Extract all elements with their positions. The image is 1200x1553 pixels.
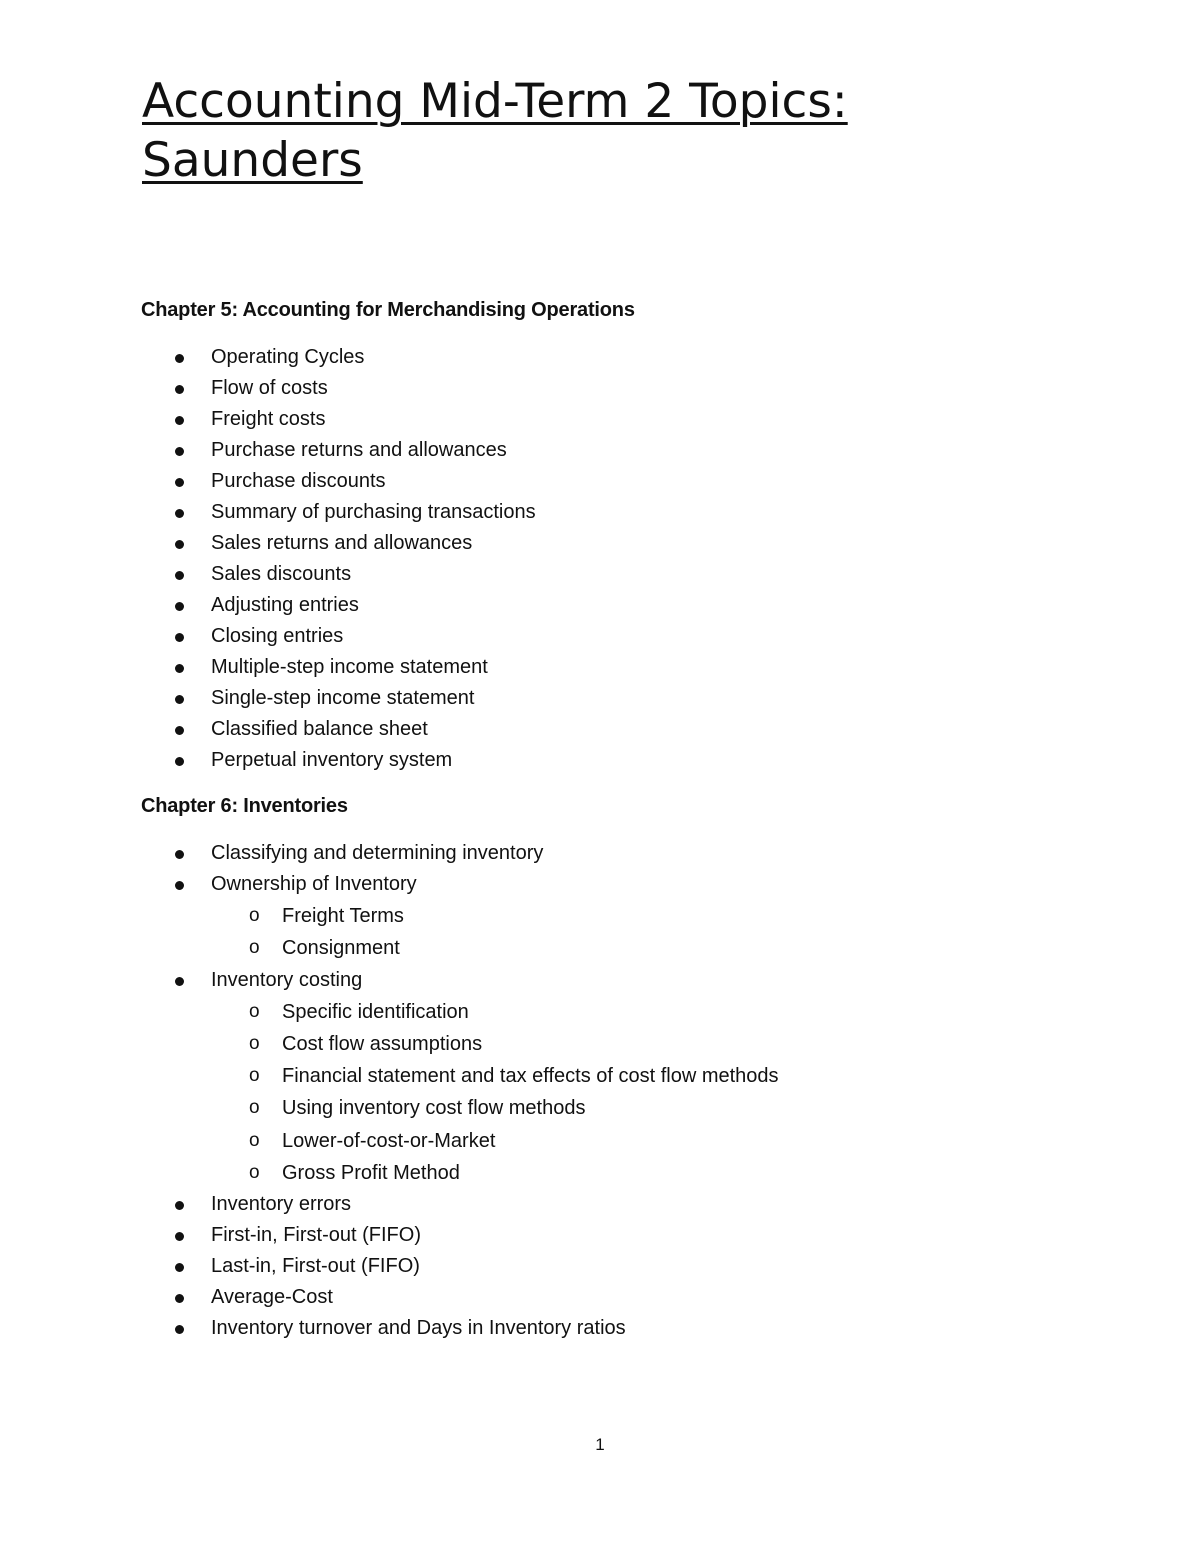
topic-label: Last-in, First-out (FIFO) [211, 1255, 420, 1278]
bullet-icon [175, 726, 184, 735]
hollow-bullet-icon: o [249, 1129, 260, 1151]
bullet-icon [175, 633, 184, 642]
hollow-bullet-icon: o [249, 1162, 260, 1184]
topic-label: Inventory turnover and Days in Inventory ratios [211, 1317, 626, 1340]
bullet-icon [175, 850, 184, 859]
sub-list-item [141, 1060, 1041, 1092]
subtopic-label: Freight Terms [282, 905, 404, 927]
bullet-icon [175, 695, 184, 704]
hollow-bullet-icon: o [249, 937, 260, 959]
topic-label: Classifying and determining inventory [211, 842, 544, 864]
bullet-icon [175, 1263, 184, 1272]
list-item [141, 1282, 1041, 1313]
topic-label: Average-Cost [211, 1286, 333, 1309]
document-title: Accounting Mid-Term 2 Topics: Saunders [142, 74, 848, 188]
topic-label: Summary of purchasing transactions [211, 501, 536, 523]
topic-label: Operating Cycles [211, 346, 365, 368]
topic-list [141, 342, 1041, 776]
topic-list [141, 965, 1041, 996]
list-item [141, 404, 1041, 435]
topic-label: Sales discounts [211, 563, 352, 585]
list-item [141, 466, 1041, 497]
bullet-icon [175, 447, 184, 456]
bullet-icon [175, 1232, 184, 1241]
bullet-icon [175, 478, 184, 487]
subtopic-list [141, 900, 1041, 965]
subtopic-label: Cost flow assumptions [282, 1032, 483, 1055]
topic-list [141, 838, 1041, 900]
chapter-heading: Chapter 6: Inventories [141, 795, 348, 817]
topic-label: Inventory errors [211, 1193, 352, 1216]
topic-label: Freight costs [211, 408, 326, 430]
chapter-6-section [141, 792, 1041, 1344]
bullet-icon [175, 977, 184, 986]
topic-label: Closing entries [211, 625, 344, 647]
bullet-icon [175, 509, 184, 518]
topic-label: Ownership of Inventory [211, 873, 417, 895]
bullet-icon [175, 757, 184, 766]
list-item [141, 559, 1041, 590]
topic-label: Classified balance sheet [211, 718, 428, 740]
list-item [141, 745, 1041, 776]
subtopic-label: Specific identification [282, 1000, 469, 1023]
subtopic-list [141, 996, 1041, 1190]
sub-list-item [141, 900, 1041, 932]
list-item [141, 621, 1041, 652]
bullet-icon [175, 354, 184, 363]
bullet-icon [175, 385, 184, 394]
sub-list-item [141, 932, 1041, 964]
hollow-bullet-icon: o [249, 1000, 260, 1022]
chapter-5-section [141, 296, 1041, 776]
subtopic-label: Lower-of-cost-or-Market [282, 1129, 496, 1152]
sub-list-item [141, 1092, 1041, 1124]
bullet-icon [175, 602, 184, 611]
list-item [141, 373, 1041, 404]
list-item [141, 342, 1041, 373]
list-item [141, 652, 1041, 683]
chapter-heading: Chapter 5: Accounting for Merchandising Operations [141, 299, 635, 321]
topic-label: Purchase returns and allowances [211, 439, 507, 461]
topic-label: Purchase discounts [211, 470, 386, 492]
sub-list-item [141, 996, 1041, 1028]
bullet-icon [175, 571, 184, 580]
topic-list [141, 1189, 1041, 1344]
hollow-bullet-icon: o [249, 1097, 260, 1119]
list-item [141, 869, 1041, 900]
topic-label: Inventory costing [211, 968, 363, 991]
topic-label: Flow of costs [211, 377, 328, 399]
bullet-icon [175, 1325, 184, 1334]
bullet-icon [175, 881, 184, 890]
bullet-icon [175, 540, 184, 549]
list-item [141, 714, 1041, 745]
bullet-icon [175, 1294, 184, 1303]
list-item [141, 590, 1041, 621]
bullet-icon [175, 1201, 184, 1210]
topic-label: Sales returns and allowances [211, 532, 473, 554]
hollow-bullet-icon: o [249, 1065, 260, 1087]
bullet-icon [175, 416, 184, 425]
topic-label: Single-step income statement [211, 687, 475, 709]
sub-list-item [141, 1157, 1041, 1189]
list-item [141, 528, 1041, 559]
topic-label: Multiple-step income statement [211, 656, 488, 678]
list-item [141, 838, 1041, 869]
hollow-bullet-icon: o [249, 905, 260, 926]
hollow-bullet-icon: o [249, 1032, 260, 1054]
list-item [141, 965, 1041, 996]
list-item [141, 1313, 1041, 1344]
topic-label: Perpetual inventory system [211, 749, 453, 771]
list-item [141, 683, 1041, 714]
sub-list-item [141, 1125, 1041, 1157]
list-item [141, 435, 1041, 466]
bullet-icon [175, 664, 184, 673]
sub-list-item [141, 1028, 1041, 1060]
page-number: 1 [595, 1435, 605, 1454]
topic-label: Adjusting entries [211, 594, 359, 616]
list-item [141, 1251, 1041, 1282]
subtopic-label: Consignment [282, 937, 400, 960]
list-item [141, 497, 1041, 528]
subtopic-label: Financial statement and tax effects of cost flow methods [282, 1065, 779, 1088]
list-item [141, 1220, 1041, 1251]
subtopic-label: Gross Profit Method [282, 1162, 460, 1185]
topic-label: First-in, First-out (FIFO) [211, 1224, 421, 1247]
subtopic-label: Using inventory cost flow methods [282, 1097, 586, 1120]
list-item [141, 1189, 1041, 1220]
